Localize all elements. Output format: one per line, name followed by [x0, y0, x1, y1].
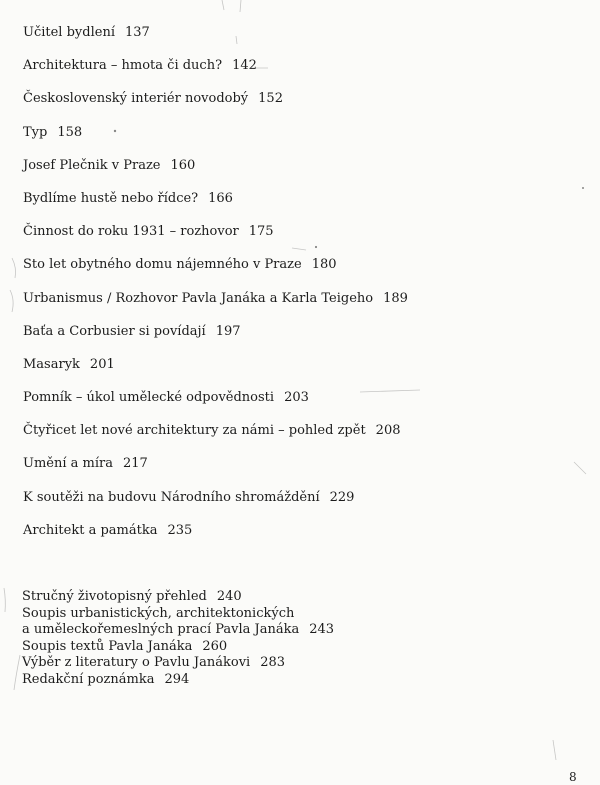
appendix-entry-page: 294: [164, 671, 190, 687]
toc-entry-title: Umění a míra: [23, 456, 113, 472]
appendix-entry: [22, 655, 334, 672]
appendix-entry: [22, 672, 334, 689]
appendix-entry: [22, 606, 334, 623]
appendix-entry-title: Soupis textů Pavla Janáka: [22, 638, 193, 654]
appendix-entry-title: Stručný životopisný přehled: [22, 589, 207, 604]
toc-entry-title: Typ: [23, 124, 48, 140]
toc-entry: [23, 290, 408, 323]
appendix-entry: [22, 639, 334, 656]
toc-entry-title: Čtyřicet let nové architektury za námi – pohled zpět: [23, 423, 366, 439]
toc-entry: [23, 389, 408, 422]
toc-entry-title: Baťa a Corbusier si povídají: [23, 323, 206, 339]
toc-appendix: [22, 589, 334, 689]
table-of-contents: [23, 24, 408, 555]
toc-entry-title: Bydlíme hustě nebo řídce?: [23, 190, 199, 206]
toc-entry: [23, 422, 408, 455]
toc-entry-title: Činnost do roku 1931 – rozhovor: [23, 224, 239, 240]
toc-entry-title: Sto let obytného domu nájemného v Praze: [23, 257, 302, 273]
toc-entry-title: Urbanismus / Rozhovor Pavla Janáka a Karla Teigeho: [23, 290, 374, 306]
toc-entry: [23, 522, 408, 555]
toc-entry-title: Pomník – úkol umělecké odpovědnosti: [23, 390, 275, 406]
appendix-entry-title: Soupis urbanistických, architektonických: [22, 605, 295, 621]
appendix-entry-page: 243: [309, 622, 335, 638]
toc-entry-page: 180: [311, 257, 337, 273]
toc-entry-title: Architekt a památka: [23, 522, 158, 538]
toc-entry: [23, 190, 408, 223]
appendix-entry-title: a uměleckořemeslných prací Pavla Janáka: [22, 622, 300, 638]
page-number: 8: [569, 770, 577, 784]
toc-entry: [23, 157, 408, 190]
toc-entry-page: 137: [124, 25, 150, 40]
toc-entry: [23, 323, 408, 356]
toc-entry: [23, 223, 408, 256]
toc-entry-page: 175: [248, 224, 274, 240]
toc-entry-title: Josef Plečnik v Praze: [23, 157, 161, 173]
toc-entry-page: 142: [232, 58, 257, 74]
toc-entry: [23, 57, 408, 90]
toc-entry-page: 203: [284, 390, 309, 406]
toc-entry: [23, 256, 408, 289]
toc-entry-page: 152: [258, 91, 283, 107]
toc-entry-title: Československý interiér novodobý: [23, 91, 249, 107]
appendix-entry-title: Redakční poznámka: [22, 671, 155, 687]
toc-entry-page: 235: [167, 522, 193, 538]
toc-entry-page: 208: [375, 423, 401, 439]
toc-entry: [23, 455, 408, 488]
toc-entry-page: 229: [329, 489, 355, 505]
appendix-entry: [22, 622, 334, 639]
toc-entry-page: 189: [383, 290, 408, 306]
toc-entry: [23, 356, 408, 389]
appendix-entry-page: 260: [202, 638, 228, 654]
toc-entry-title: Masaryk: [23, 356, 80, 372]
toc-entry-page: 160: [170, 157, 196, 173]
toc-entry-title: K soutěži na budovu Národního shromáždění: [23, 489, 320, 505]
toc-entry-page: 197: [215, 323, 241, 339]
toc-entry-page: 217: [122, 456, 148, 472]
toc-entry-page: 201: [89, 356, 115, 372]
toc-entry-page: 166: [208, 190, 233, 206]
toc-entry: [23, 124, 408, 157]
toc-entry: [23, 90, 408, 123]
appendix-entry-page: 283: [260, 655, 286, 671]
appendix-entry-title: Výběr z literatury o Pavlu Janákovi: [22, 655, 251, 671]
toc-entry: [23, 489, 408, 522]
appendix-entry-page: 240: [216, 589, 242, 604]
toc-entry-title: Architektura – hmota či duch?: [23, 58, 223, 74]
toc-entry: [23, 24, 408, 57]
toc-entry-title: Učitel bydlení: [23, 25, 115, 40]
toc-entry-page: 158: [57, 124, 83, 140]
appendix-entry: [22, 589, 334, 606]
